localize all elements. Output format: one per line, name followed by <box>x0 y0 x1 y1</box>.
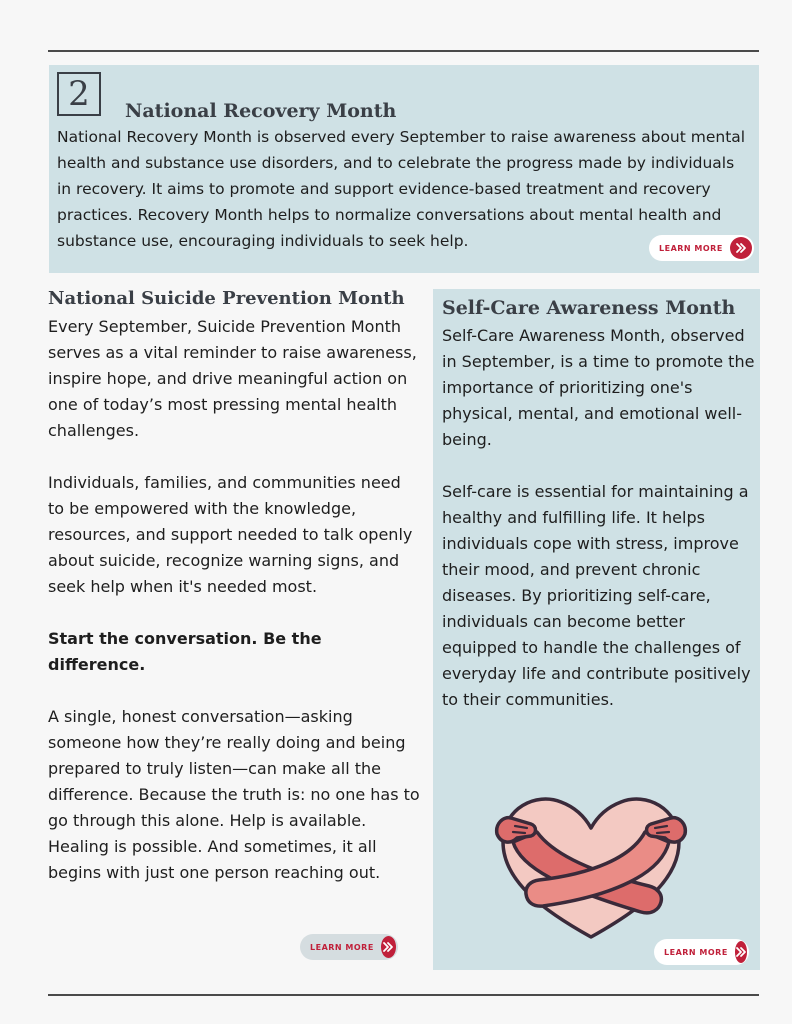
suicide-callout: Start the conversation. Be the difference. <box>48 629 322 674</box>
recovery-learn-more-button[interactable] <box>649 235 754 261</box>
selfcare-learn-more-button[interactable] <box>654 939 749 965</box>
selfcare-title: Self-Care Awareness Month <box>442 297 736 319</box>
section-number: 2 <box>57 72 101 116</box>
suicide-prevention-section <box>48 288 420 886</box>
top-divider <box>48 50 759 52</box>
learn-more-label: LEARN MORE <box>664 947 728 957</box>
suicide-paragraph-3: A single, honest conversation—asking someone how they’re really doing and being prepared to truly listen—can make all the difference. Because the truth is: no one has to go through this alone. Help is available. Healing is possible. And sometimes, it all begins with just one person reaching out. <box>48 707 420 882</box>
learn-more-label: LEARN MORE <box>310 942 374 952</box>
learn-more-label: LEARN MORE <box>659 243 723 253</box>
heart-hugging-icon <box>491 784 691 944</box>
double-chevron-right-icon <box>730 237 752 259</box>
recovery-body: National Recovery Month is observed every September to raise awareness about mental health and substance use disorders, and to celebrate the progress made by individuals in recovery. It aims to promote and support evidence-based treatment and recovery practices. Recovery Month helps to normalize conversations about mental health and substance use, encouraging individuals to seek help. <box>57 128 746 250</box>
recovery-title: National Recovery Month <box>125 99 397 122</box>
suicide-learn-more-button[interactable] <box>300 934 398 960</box>
selfcare-paragraph-1: Self-Care Awareness Month, observed in September, is a time to promote the importance of prioritizing one's physical, mental, and emotional well-being. <box>442 326 755 449</box>
bottom-divider <box>48 994 759 996</box>
double-chevron-right-icon <box>735 941 747 963</box>
suicide-paragraph-2: Individuals, families, and communities need to be empowered with the knowledge, resources, and support needed to talk openly about suicide, recognize warning signs, and seek help when it's needed most. <box>48 473 413 596</box>
suicide-paragraph-1: Every September, Suicide Prevention Month serves as a vital reminder to raise awareness, inspire hope, and drive meaningful action on one of today’s most pressing mental health challenges. <box>48 317 417 440</box>
self-care-panel <box>433 289 760 970</box>
suicide-title: National Suicide Prevention Month <box>48 288 405 309</box>
recovery-month-panel <box>49 65 759 273</box>
selfcare-paragraph-2: Self-care is essential for maintaining a healthy and fulfilling life. It helps individuals cope with stress, improve their mood, and prevent chronic diseases. By prioritizing self-care, individuals can become better equipped to handle the challenges of everyday life and contribute positively to their communities. <box>442 482 751 709</box>
double-chevron-right-icon <box>381 936 396 958</box>
